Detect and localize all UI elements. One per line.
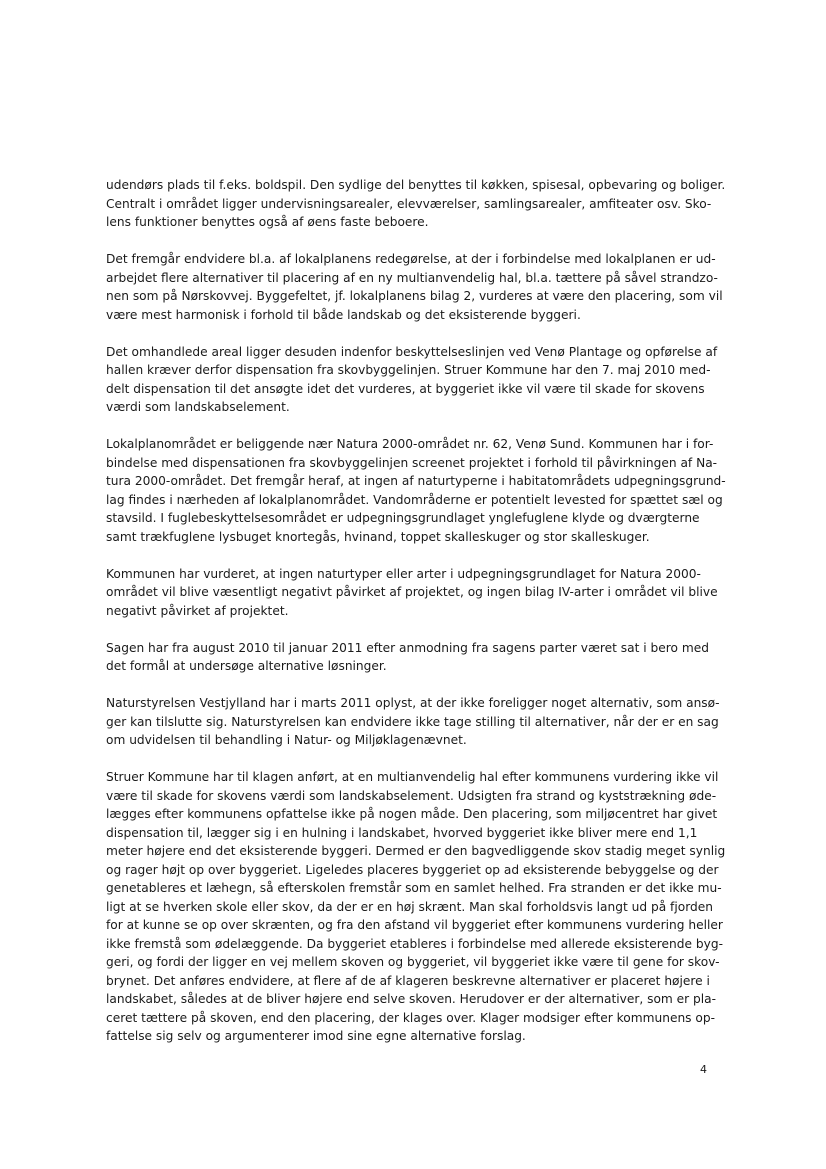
text-line: ligt at se hverken skole eller skov, da der er en høj skrænt. Man skal forholdsvis langt ud på fjorden [106,899,713,914]
text-line: ikke fremstå som ødelæggende. Da byggeriet etableres i forbindelse med allerede eksisterende byg- [106,936,723,951]
text-line: det formål at undersøge alternative løsninger. [106,659,387,673]
text-line: lag findes i nærheden af lokalplanområdet. Vandområderne er potentielt levested for spættet sæl og [106,492,723,507]
text-line: Centralt i området ligger undervisningsarealer, elevværelser, samlingsarealer, amfiteater osv. Sko- [106,196,712,211]
text-line: geri, og fordi der ligger en vej mellem skoven og byggeriet, vil byggeriet ikke være til gene for skov- [106,955,720,969]
text-line: være mest harmonisk i forhold til både landskab og det eksisterende byggeri. [106,307,581,322]
paragraph-gap [106,676,710,695]
paragraph [106,639,710,676]
text-line: ger kan tilslutte sig. Naturstyrelsen kan endvidere ikke tage stilling til alternativer, når der er en sag [106,714,719,729]
text-line: for at kunne se op over skrænten, og fra den afstand vil byggeriet efter kommunens vurdering heller [106,918,723,932]
text-line: være til skade for skovens værdi som landskabselement. Udsigten fra strand og kyststrækning øde- [106,788,717,803]
text-line: negativt påvirket af projektet. [106,603,289,618]
text-line: Sagen har fra august 2010 til januar 2011 efter anmodning fra sagens parter været sat i bero med [106,640,709,655]
body-text [106,176,726,1046]
text-line: stavsild. I fuglebeskyttelsesområdet er udpegningsgrundlaget ynglefuglene klyde og dværgterne [106,511,700,525]
text-line: Det omhandlede areal ligger desuden indenfor beskyttelseslinjen ved Venø Plantage og opførelse af [106,344,718,359]
text-line: dispensation til, lægger sig i en hulning i landskabet, hvorved byggeriet ikke bliver mere end 1,1 [106,825,698,840]
paragraph-gap [106,546,710,565]
text-line: landskabet, således at de bliver højere end selve skoven. Herudover er der alternativer, som er pla- [106,992,717,1006]
paragraph [106,694,720,750]
text-line: fattelse sig selv og argumenterer imod sine egne alternative forslag. [106,1029,526,1043]
text-line: delt dispensation til det ansøgte idet det vurderes, at byggeriet ikke vil være til skade for skovens [106,381,705,396]
paragraph-gap [106,232,710,251]
text-line: nen som på Nørskovvej. Byggefeltet, jf. lokalplanens bilag 2, vurderes at være den placering, som vil [106,289,723,303]
paragraph-gap [106,324,710,343]
text-line: Kommunen har vurderet, at ingen naturtyper eller arter i udpegningsgrundlaget for Natura 2000- [106,566,701,581]
text-line: lægges efter kommunens opfattelse ikke på nogen måde. Den placering, som miljøcentret har givet [106,807,718,821]
text-line: Struer Kommune har til klagen anført, at en multianvendelig hal efter kommunens vurdering ikke vil [106,770,719,784]
text-line: ceret tættere på skoven, end den placering, der klages over. Klager modsiger efter kommunens op- [106,1010,715,1025]
text-line: genetableres et læhegn, så efterskolen fremstår som en samlet helhed. Fra stranden er det ikke mu- [106,881,722,895]
text-line: værdi som landskabselement. [106,400,290,414]
paragraph [106,768,726,1046]
text-line: Lokalplanområdet er beliggende nær Natura 2000-området nr. 62, Venø Sund. Kommunen har i for- [106,437,714,451]
text-line: udendørs plads til f.eks. boldspil. Den sydlige del benyttes til køkken, spisesal, opbevaring og boliger. [106,178,726,192]
text-line: om udvidelsen til behandling i Natur- og Miljøklagenævnet. [106,733,467,747]
text-line: Det fremgår endvidere bl.a. af lokalplanens redegørelse, at der i forbindelse med lokalplanen er ud- [106,252,716,266]
paragraph [106,343,718,417]
paragraph [106,176,726,232]
text-line: brynet. Det anføres endvidere, at flere af de af klageren beskrevne alternativer er placeret højere i [106,973,710,988]
paragraph-gap [106,417,710,436]
text-line: samt trækfuglene lysbuget knortegås, hvinand, toppet skalleskuger og stor skalleskuger. [106,529,650,544]
text-line: området vil blive væsentligt negativt påvirket af projektet, og ingen bilag IV-arter i området vil blive [106,585,718,599]
paragraph [106,565,718,621]
paragraph-gap [106,750,710,769]
text-line: lens funktioner benyttes også af øens faste beboere. [106,215,429,229]
text-line: tura 2000-området. Det fremgår heraf, at ingen af naturtyperne i habitatområdets udpegningsgrund- [106,474,726,488]
paragraph-gap [106,620,710,639]
text-line: arbejdet flere alternativer til placering af en ny multianvendelig hal, bl.a. tættere på såvel strandzo- [106,270,718,285]
paragraph [106,435,726,546]
text-line: og rager højt op over byggeriet. Ligeledes placeres byggeriet op ad eksisterende bebyggelse og der [106,862,719,877]
text-line: Naturstyrelsen Vestjylland har i marts 2011 oplyst, at der ikke foreligger noget alternativ, som ansø- [106,696,720,710]
paragraph [106,250,723,324]
page-number: 4 [700,1063,707,1076]
text-line: hallen kræver derfor dispensation fra skovbyggelinjen. Struer Kommune har den 7. maj 2010 med- [106,363,711,377]
text-line: meter højere end det eksisterende byggeri. Dermed er den bagvedliggende skov stadig meget synlig [106,844,726,858]
text-line: bindelse med dispensationen fra skovbyggelinjen screenet projektet i forhold til påvirkningen af Na- [106,455,718,470]
